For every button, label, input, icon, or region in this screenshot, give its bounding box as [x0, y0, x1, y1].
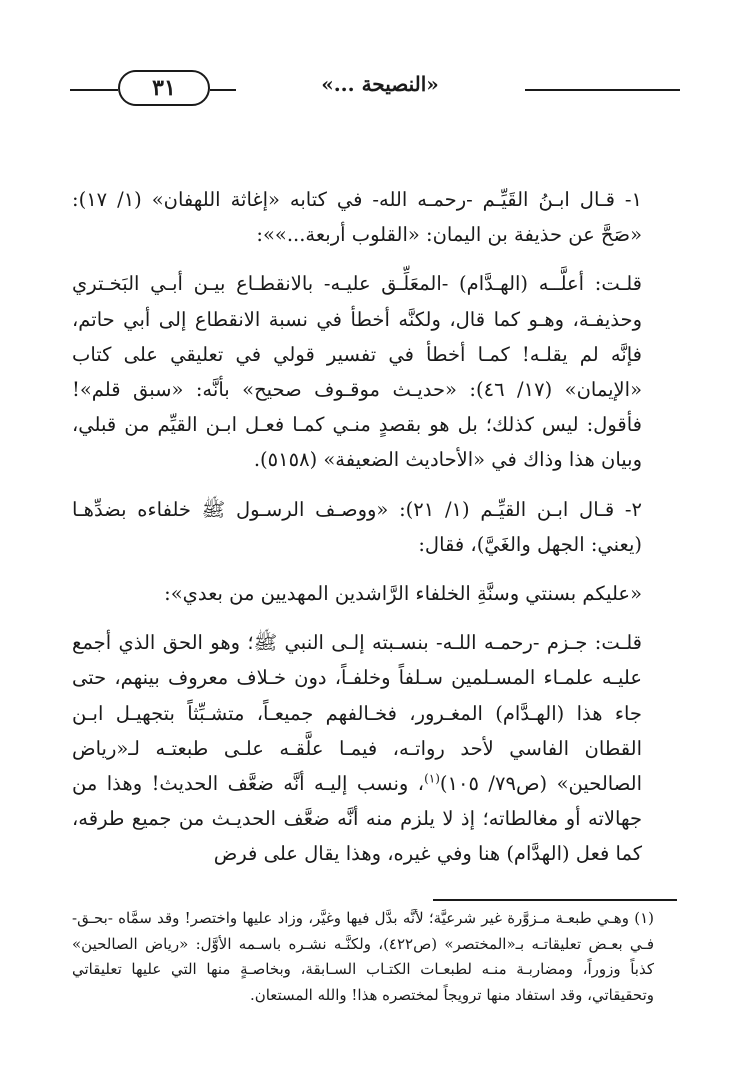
header-rule-middle — [210, 89, 236, 91]
main-text — [72, 182, 676, 872]
hadith-quote: «عليكم بسنتي وسنَّةِ الخلفاء الرَّاشدين المهديين من بعدي»: — [164, 582, 642, 606]
paragraph-5 — [72, 625, 676, 871]
running-title: «النصيحة ...» — [321, 72, 439, 96]
footnote-reference: (١) — [424, 771, 440, 786]
paragraph-1: ١- قـال ابـنُ القَيِّـم -رحمـه الله- في كتابه «إغاثة اللهفان» (١/ ١٧): «صَحَّ عن حذيفة بن اليمان: «القلوب أربعة...»»: — [72, 188, 642, 247]
footnote-1: (١) وهـي طبعـة مـزوَّرة غير شرعيَّة؛ لأنَّه بدَّل فيها وغيَّر، وزاد عليها واختصر! وقد سمَّاه -بحـق- فـي بعـض تعليقاتـه بـ«المختصر» (ص٤٢٢)، ولكنَّـه نشـره باسـمه الأوَّل: «رياض الصالحين» كذباً وزوراً، ومضاربـة منـه لطبعـات الكتـاب السـابقة، وبخاصـةٍ منها التي عليها تعليقاتي وتحقيقاتي، وقد استفاد منها ترويجاً لمختصره هذا! والله المستعان. — [72, 909, 654, 1004]
header-rule-right — [525, 89, 680, 91]
footnote-separator — [433, 899, 677, 901]
header-rule-left — [70, 89, 118, 91]
page-number: ٣١ — [118, 70, 210, 106]
paragraph-5-end: ، ونسب إليـه أنَّه ضعَّف الحديث! وهذا من جهالاته أو مغالطاته؛ إذ لا يلزم منه أنَّه ضعَّف الحديـث من جميع طرقه، كما فعل (الهدَّام) هنا وفي غيره، وهذا يقال على فرض — [72, 772, 642, 866]
footnote — [72, 906, 676, 1008]
paragraph-5-start: قلـت: جـزم -رحمـه اللـه- بنسـبته إلـى النبي ﷺ؛ وهو الحق الذي أجمع عليـه علمـاء المسـلمين سـلفاً وخلفـاً، دون خـلاف معروف بينهم، حتى جاء هذا (الهـدَّام) المغـرور، فخـالفهم جميعـاً، متشـبِّثاً بتجهيـل ابـن القطان الفاسي لأحد رواتـه، فيمـا علَّقـه علـى طبعتـه لـ«رياض الصالحين» (ص٧٩/ ١٠٥) — [72, 631, 642, 796]
paragraph-2: قلـت: أعلَّــه (الهـدَّام) -المعَلِّـق عليـه- بالانقطـاع بيـن أبـي البَخـتري وحذيفـة، وهـو كما قال، ولكنَّه أخطأ في نسبة الانقطاع إلى أبي حاتم، فإنَّه لم يقلـه! كمـا أخطأ في تفسير قولي في تعليقي على كتاب «الإيمان» (١٧/ ٤٦): «حديـث موقـوف صحيح» بأنَّه: «سبق قلم»! فأقول: ليس كذلك؛ بل هو بقصدٍ منـي كمـا فعـل ابـن القيِّم من قبلي، وبيان هذا وذاك في «الأحاديث الضعيفة» (٥١٥٨). — [72, 272, 642, 472]
paragraph-3: ٢- قـال ابـن القيِّـم (١/ ٢١): «ووصـف الرسـول ﷺ خلفاءه بضدِّهـا (يعني: الجهل والغَيَّ)، فقال: — [72, 497, 642, 556]
page-header — [70, 68, 680, 108]
